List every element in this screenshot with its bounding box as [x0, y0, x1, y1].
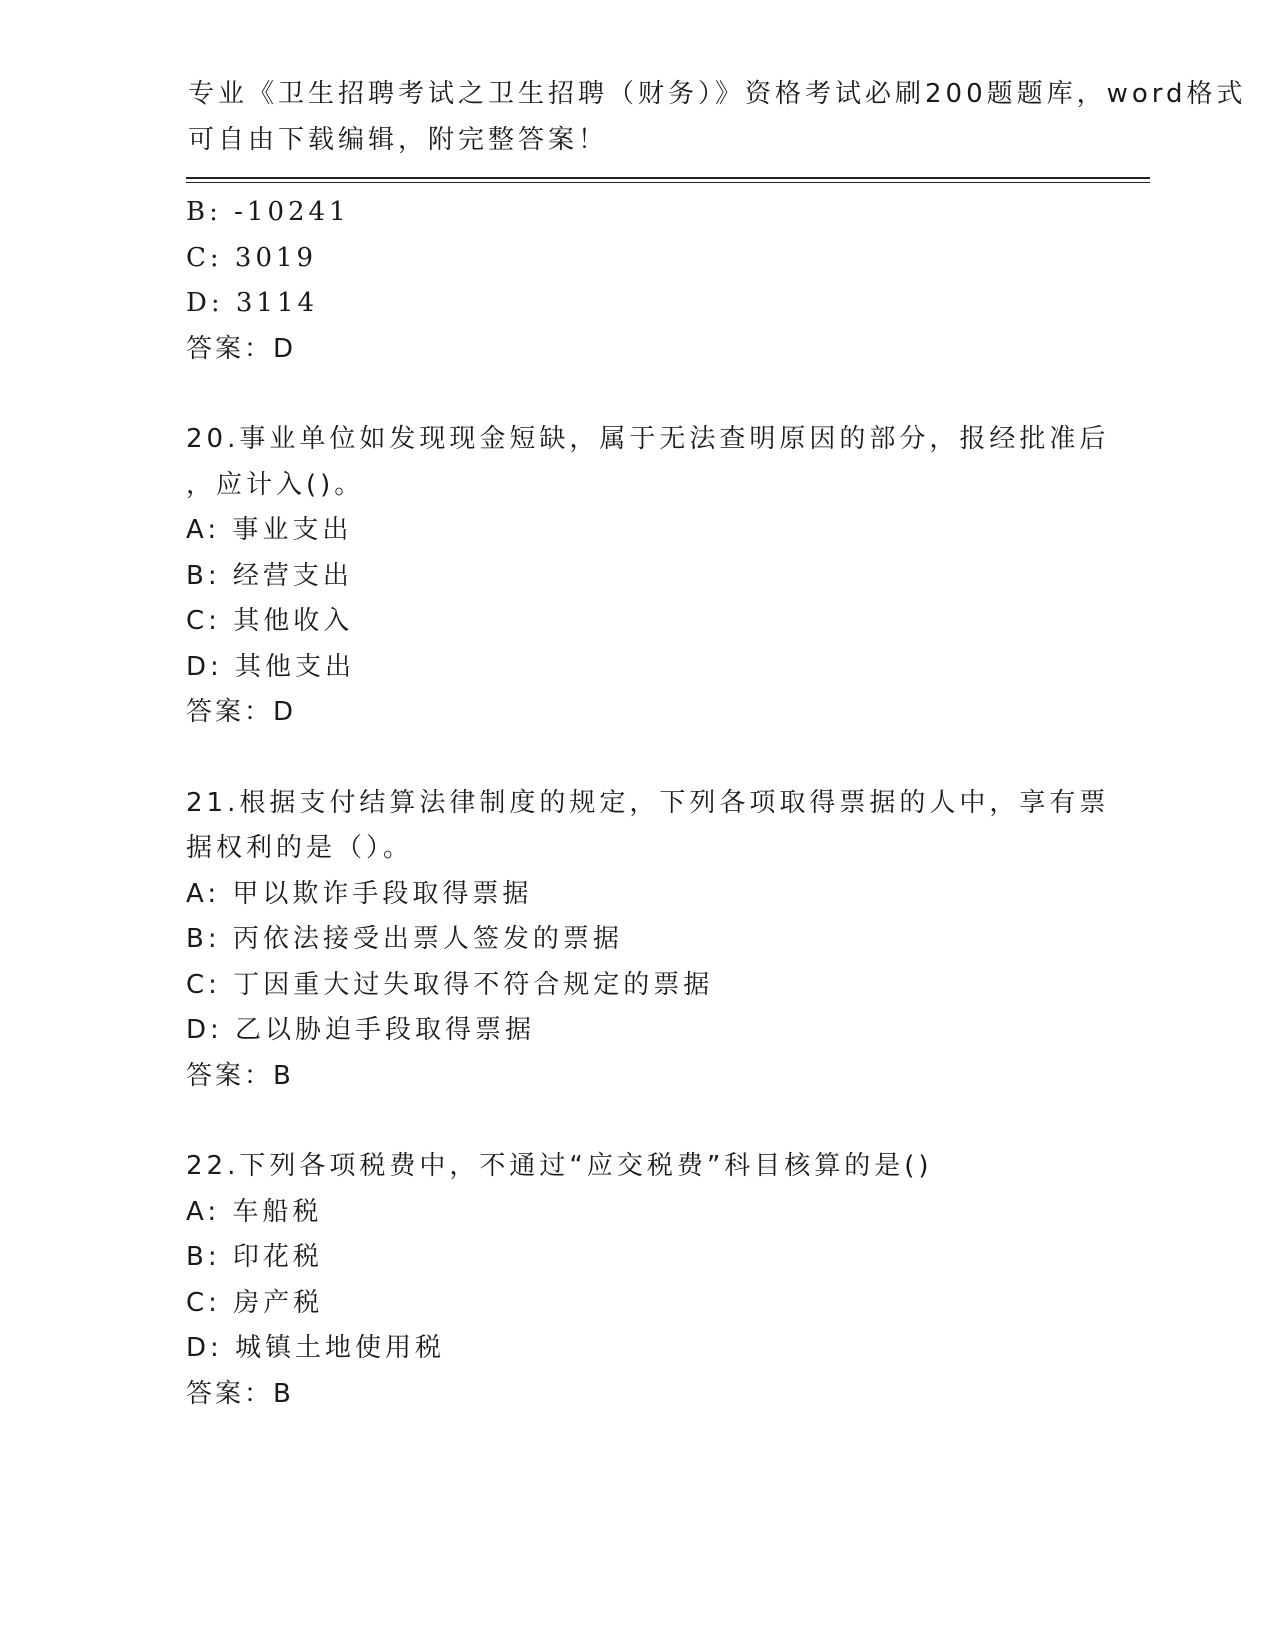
- option-c: C: 丁因重大过失取得不符合规定的票据: [186, 969, 714, 1000]
- answer-line: 答案：D: [186, 697, 297, 727]
- answer-line: 答案：D: [186, 333, 297, 364]
- question-stem: 20.事业单位如发现现金短缺，属于无法查明原因的部分，报经批准后: [186, 424, 1110, 454]
- continued-question: [186, 190, 1086, 372]
- question-stem: 据权利的是（）。: [186, 833, 414, 863]
- option-b: B: 印花税: [186, 1242, 323, 1272]
- answer-line: 答案：B: [186, 1378, 294, 1409]
- document-header: [188, 72, 1247, 163]
- question-content: [186, 190, 1110, 1417]
- question-20: [186, 417, 1110, 736]
- question-21: [186, 781, 1110, 1100]
- option-b: B: -10241: [186, 197, 350, 227]
- option-c: C: 其他收入: [186, 606, 354, 636]
- header-rule-thin: [186, 182, 1150, 183]
- option-b: B: 经营支出: [186, 560, 353, 591]
- option-a: A: 车船税: [186, 1196, 323, 1227]
- option-c: C: 房产税: [186, 1287, 324, 1318]
- question-stem: 22.下列各项税费中，不通过“应交税费”科目核算的是(): [186, 1151, 933, 1181]
- question-22: [186, 1144, 1086, 1417]
- question-stem: 21.根据支付结算法律制度的规定，下列各项取得票据的人中，享有票: [186, 787, 1110, 818]
- option-d: D: 3114: [186, 288, 319, 318]
- option-c: C: 3019: [186, 242, 318, 273]
- header-rule-thick: [186, 177, 1150, 179]
- option-a: A: 事业支出: [186, 515, 353, 545]
- option-d: D: 其他支出: [186, 651, 356, 682]
- question-stem: ，应计入()。: [186, 469, 365, 500]
- answer-line: 答案：B: [186, 1060, 294, 1091]
- option-a: A: 甲以欺诈手段取得票据: [186, 878, 533, 909]
- header-line-2: 可自由下载编辑，附完整答案！: [188, 124, 609, 155]
- option-d: D: 乙以胁迫手段取得票据: [186, 1015, 536, 1045]
- option-d: D: 城镇土地使用税: [186, 1333, 446, 1363]
- option-b: B: 丙依法接受出票人签发的票据: [186, 924, 623, 954]
- header-line-1: 专业《卫生招聘考试之卫生招聘（财务）》资格考试必刷200题题库，word格式: [188, 79, 1247, 109]
